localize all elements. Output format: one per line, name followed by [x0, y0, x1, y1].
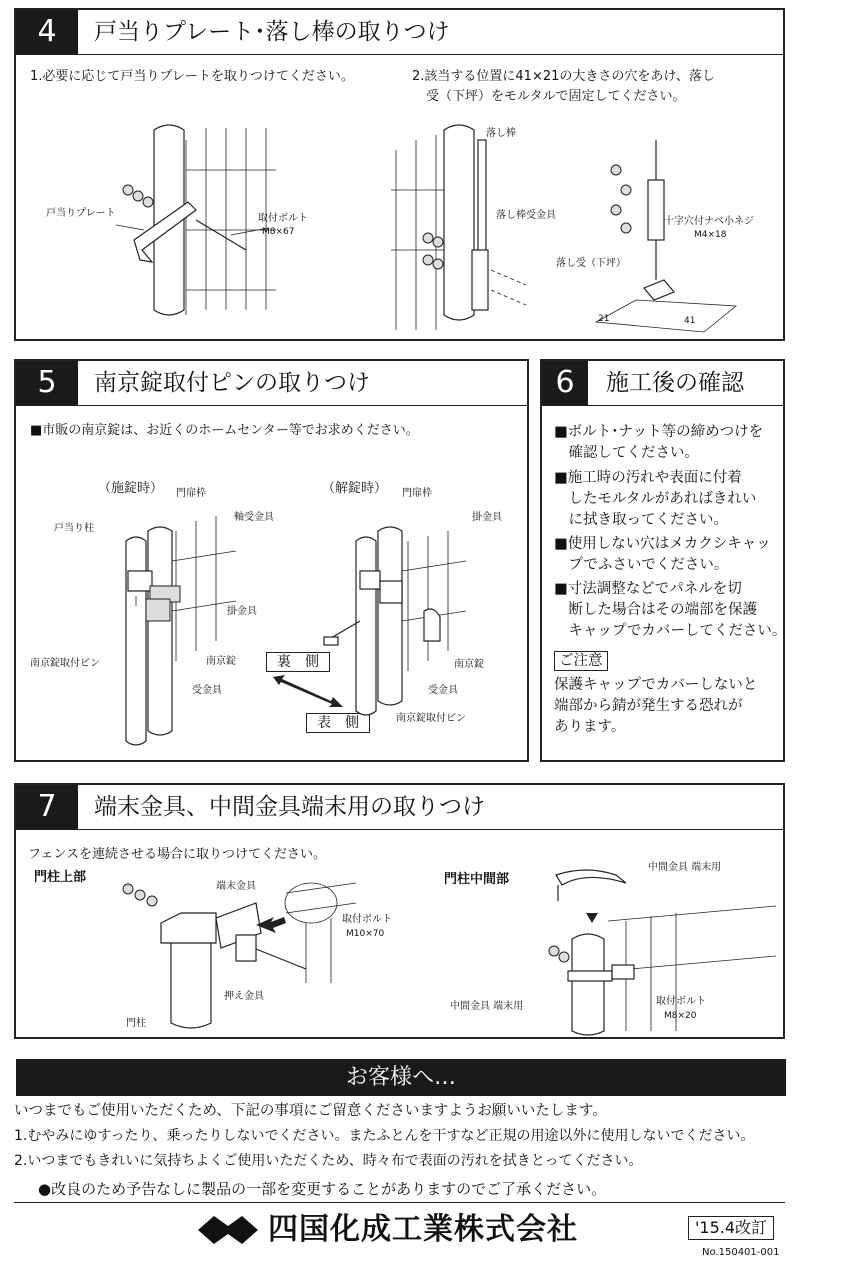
notice-line-2: 2.いつまでもきれいに気持ちよくご使用いただくため、時々布で表面の汚れを拭きとってください。	[14, 1153, 643, 1169]
section-7	[14, 783, 785, 1039]
caution-label: ご注意	[554, 651, 608, 671]
label-dim-21: 21	[598, 314, 610, 324]
label-press-bracket: 押え金具	[224, 991, 264, 1002]
notice-line-3: ●改良のため予告なしに製品の一部を変更することがありますのでご了承ください。	[38, 1180, 607, 1198]
checklist-line: 確認してください。	[554, 445, 699, 461]
post-top-caption: 門柱上部	[34, 870, 87, 885]
section-5-number: 5	[16, 361, 78, 405]
section-5-note: ■市販の南京錠は、お近くのホームセンター等でお求めください。	[30, 423, 419, 438]
checklist-line: ■施工時の汚れや表面に付着	[554, 470, 742, 486]
label-bolt-m8x67: 取付ボルト	[258, 213, 308, 224]
label-shaft-bracket: 軸受金具	[234, 512, 274, 523]
label-mid-bracket-bottom: 中間金具 端末用	[450, 1001, 524, 1012]
unlocked-caption: （解錠時）	[322, 481, 388, 496]
section-4-step-2-line-1: 2.該当する位置に41×21の大きさの穴をあけ、落し	[412, 69, 715, 84]
label-end-bracket: 端末金具	[216, 881, 256, 892]
label-door-frame-b: 門扉枠	[402, 488, 432, 499]
label-mid-bracket-top: 中間金具 端末用	[648, 862, 722, 873]
label-bolt-m10x70: 取付ボルト	[342, 914, 392, 925]
checklist-line: したモルタルがあればきれい	[554, 491, 757, 507]
notice-intro: いつまでもご使用いただくため、下記の事項にご留意くださいますようお願いいたします。	[14, 1103, 607, 1119]
post-middle-caption: 門柱中間部	[444, 872, 510, 887]
notice-line-1: 1.むやみにゆすったり、乗ったりしないでください。またふとんを干すなど正規の用途以外に使用しないでください。	[14, 1128, 755, 1144]
label-pin-b: 南京錠取付ピン	[396, 713, 466, 724]
section-7-header	[16, 785, 783, 830]
label-door-stop-post: 戸当り柱	[54, 523, 94, 534]
company-name: 四国化成工業株式会社	[268, 1212, 578, 1247]
caution-line: あります。	[554, 719, 626, 735]
label-padlock-a: 南京錠	[206, 656, 236, 667]
revision-badge: '15.4改訂	[688, 1216, 774, 1240]
checklist-line: ■ボルト･ナット等の締めつけを	[554, 424, 764, 440]
label-door-stop-plate: 戸当りプレート	[46, 208, 116, 219]
section-4-step-1: 1.必要に応じて戸当りプレートを取りつけてください。	[30, 69, 354, 84]
label-screw: 十字穴付ナベ小ネジ	[664, 216, 754, 227]
label-bolt-m8x67-size: M8×67	[262, 227, 295, 237]
label-receiver-b: 受金具	[428, 685, 458, 696]
section-5	[14, 359, 529, 762]
customer-notice-title: お客様へ…	[16, 1059, 786, 1096]
label-padlock-b: 南京錠	[454, 659, 484, 670]
label-hook-bracket-a: 掛金具	[227, 606, 257, 617]
caution-line: 端部から錆が発生する恐れが	[554, 698, 743, 714]
label-pin-a: 南京錠取付ピン	[30, 658, 100, 669]
section-6-number: 6	[542, 361, 588, 405]
label-bolt-m8x20: 取付ボルト	[656, 996, 706, 1007]
document-number: No.150401-001	[702, 1247, 780, 1258]
front-side-label: 表 側	[306, 713, 370, 733]
end-bracket-illustration	[106, 873, 366, 1033]
padlock-unlocked-illustration	[316, 501, 496, 731]
section-5-title: 南京錠取付ピンの取りつけ	[94, 370, 370, 396]
checklist-line: キャップでカバーしてください。	[554, 623, 787, 639]
label-drop-rod-bracket: 落し棒受金具	[496, 210, 556, 221]
company-logo-icon	[198, 1212, 258, 1248]
section-4	[14, 8, 785, 341]
label-bolt-m8x20-size: M8×20	[664, 1011, 697, 1021]
label-receiver-a: 受金具	[192, 685, 222, 696]
locked-caption: （施錠時）	[98, 481, 164, 496]
label-bolt-m10x70-size: M10×70	[346, 929, 385, 939]
section-7-number: 7	[16, 785, 78, 829]
section-6-title: 施工後の確認	[606, 370, 744, 396]
checklist-line: 断した場合はその端部を保護	[554, 602, 757, 618]
section-4-step-2-line-2: 受（下坪）をモルタルで固定してください。	[426, 89, 686, 104]
checklist-line: ■寸法調整などでパネルを切	[554, 581, 742, 597]
label-hook-bracket-b: 掛金具	[472, 512, 502, 523]
label-door-frame-a: 門扉枠	[176, 488, 206, 499]
section-7-note: フェンスを連続させる場合に取りつけてください。	[28, 847, 326, 862]
section-7-title: 端末金具、中間金具端末用の取りつけ	[94, 794, 485, 820]
section-6	[540, 359, 785, 762]
footer-rule	[14, 1202, 785, 1203]
checklist-line: に拭き取ってください。	[554, 512, 728, 528]
section-4-title: 戸当りプレート･落し棒の取りつけ	[94, 19, 450, 45]
caution-line: 保護キャップでカバーしないと	[554, 677, 758, 693]
checklist-line: プでふさいでください。	[554, 557, 729, 573]
section-4-header	[16, 10, 783, 55]
section-4-number: 4	[16, 10, 78, 54]
section-6-header	[542, 361, 783, 406]
door-stop-plate-illustration	[36, 110, 366, 330]
padlock-locked-illustration	[106, 501, 256, 751]
back-side-label: 裏 側	[266, 652, 330, 672]
section-5-header	[16, 361, 527, 406]
label-drop-receiver: 落し受（下坪）	[556, 258, 626, 269]
label-screw-size: M4×18	[694, 230, 727, 240]
label-post: 門柱	[126, 1018, 146, 1029]
label-drop-rod: 落し棒	[486, 128, 516, 139]
checklist-line: ■使用しない穴はメカクシキャッ	[554, 536, 771, 552]
label-dim-41: 41	[684, 316, 696, 326]
